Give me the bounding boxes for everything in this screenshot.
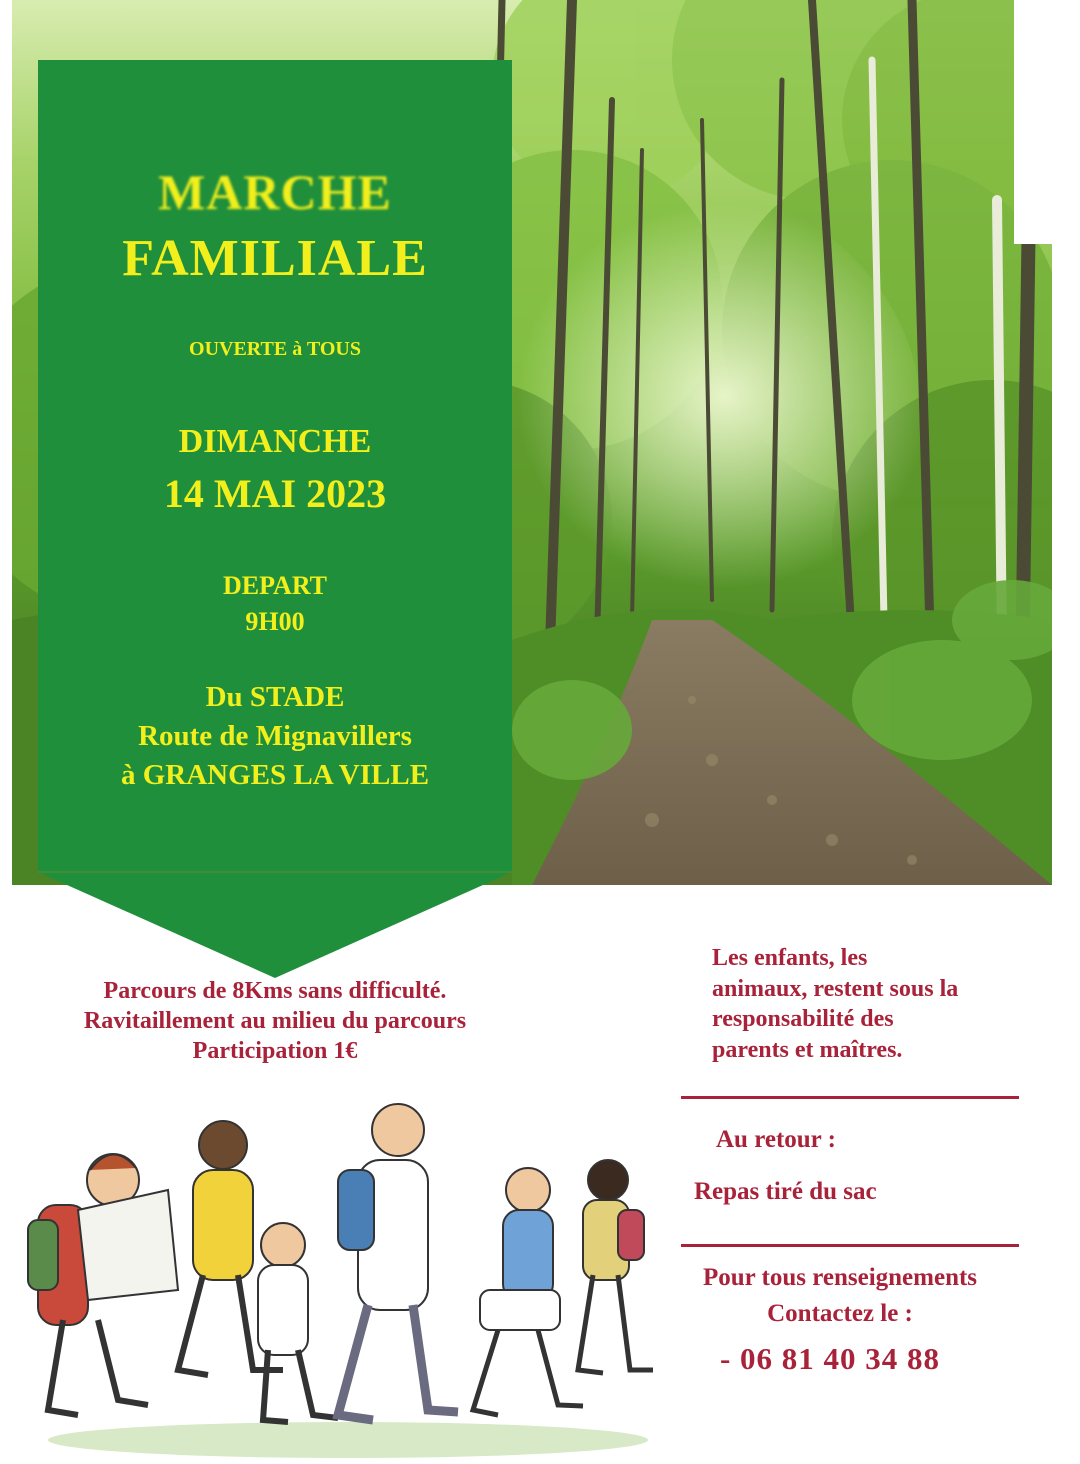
responsibility-notice bbox=[712, 943, 1032, 1066]
location-line2: Route de Mignavillers bbox=[138, 720, 412, 752]
walker-figure bbox=[473, 1168, 583, 1415]
info-heading: Pour tous renseignements bbox=[702, 1264, 978, 1291]
phone-number: - 06 81 40 34 88 bbox=[719, 1341, 941, 1376]
depart-label: DEPART bbox=[222, 571, 328, 600]
event-date: 14 MAI 2023 bbox=[163, 471, 387, 516]
course-distance: Parcours de 8Kms sans difficulté. bbox=[103, 978, 447, 1004]
depart-time: 9H00 bbox=[245, 607, 305, 636]
divider bbox=[681, 1244, 1019, 1247]
notice-line1: Les enfants, les bbox=[712, 945, 868, 971]
walker-figure bbox=[258, 1223, 338, 1422]
notice-line4: parents et maîtres. bbox=[712, 1037, 903, 1064]
title-line1: MARCHE bbox=[158, 164, 392, 220]
course-info bbox=[20, 976, 530, 1066]
contact-label: Contactez le : bbox=[767, 1300, 913, 1327]
event-banner bbox=[38, 60, 512, 980]
photo-corner-cutout bbox=[1014, 0, 1052, 244]
course-fee: Participation 1€ bbox=[192, 1038, 358, 1064]
notice-line3: responsabilité des bbox=[712, 1006, 894, 1033]
walker-figure bbox=[338, 1104, 458, 1420]
divider bbox=[681, 1096, 1019, 1099]
title-line2: FAMILIALE bbox=[122, 230, 428, 287]
return-label: Au retour : bbox=[716, 1126, 836, 1153]
location-line3: à GRANGES LA VILLE bbox=[120, 759, 430, 791]
course-refreshment: Ravitaillement au milieu du parcours bbox=[83, 1008, 467, 1034]
walkers-cartoon bbox=[18, 1070, 658, 1460]
walker-figure bbox=[28, 1154, 178, 1415]
notice-line2: animaux, restent sous la bbox=[712, 975, 959, 1002]
location-line1: Du STADE bbox=[205, 681, 345, 713]
subtitle: OUVERTE à TOUS bbox=[189, 338, 361, 360]
meal-info: Repas tiré du sac bbox=[694, 1178, 877, 1205]
event-day: DIMANCHE bbox=[178, 423, 372, 460]
